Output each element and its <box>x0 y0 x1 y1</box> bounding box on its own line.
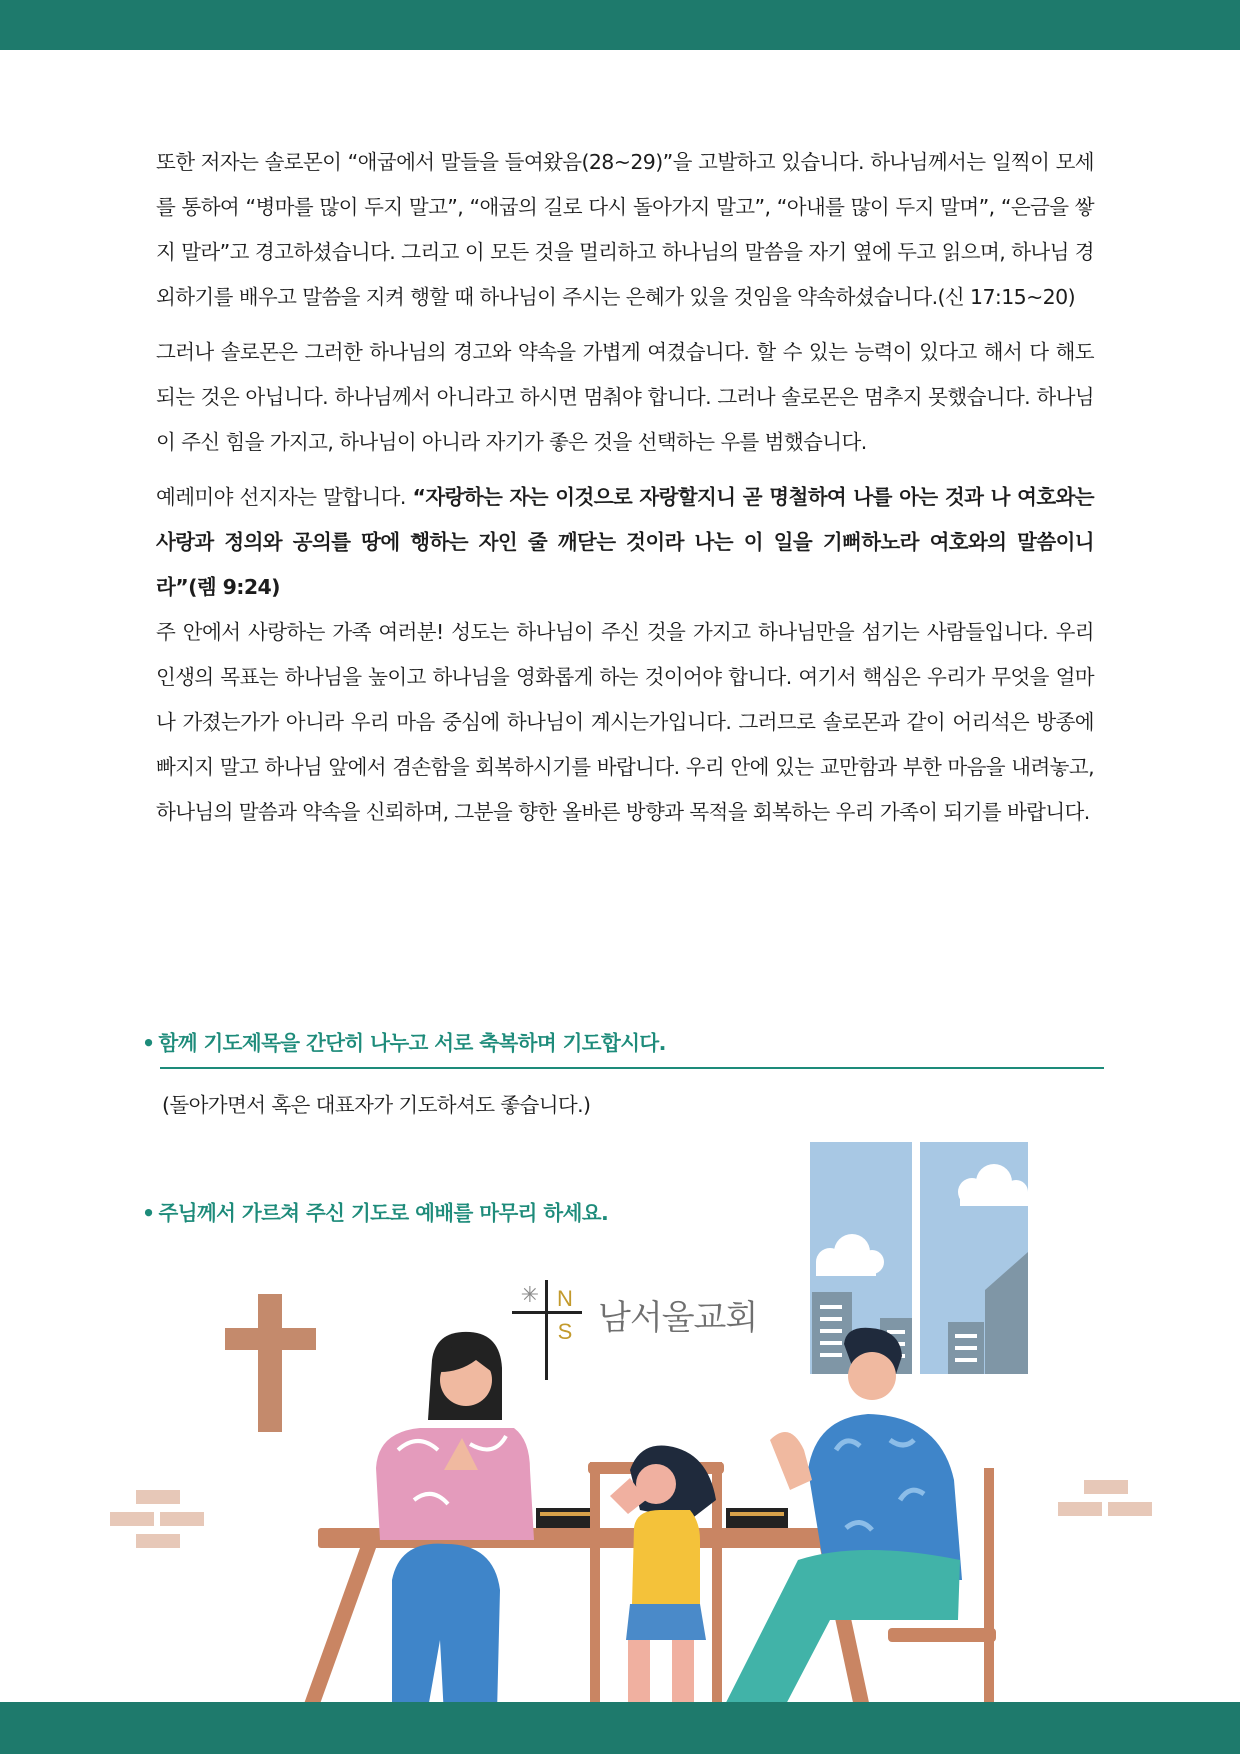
brick-wall-left <box>110 1490 204 1548</box>
church-name: 남서울교회 <box>598 1298 758 1338</box>
bullet-mark: • <box>142 1031 155 1055</box>
father-illustration <box>700 1328 962 1754</box>
paragraph-1: 또한 저자는 솔로몬이 “애굽에서 말들을 들여왔음(28~29)”을 고발하고 있습니다. 하나님께서는 일찍이 모세를 통하여 “병마를 많이 두지 말고”, “애굽의 길로 다시 돌아가지 말고”, “아내를 많이 두지 말며”, “은금을 쌓지 말라”고 경고하셨습니다. 그리고 이 모든 것을 멀리하고 하나님의 말씀을 자기 옆에 두고 읽으며, 하나님 경외하기를 배우고 말씀을 지켜 행할 때 하나님이 주시는 은혜가 있을 것임을 약속하셨습니다.(신 17:15~20) <box>156 150 1094 309</box>
brick-wall-right <box>1058 1480 1152 1516</box>
logo-letter-s: S <box>557 1319 573 1344</box>
prayer-heading <box>142 1026 666 1056</box>
scripture-quote: “자랑하는 자는 이것으로 자랑할지니 곧 명철하여 나를 아는 것과 나 여호와는 사랑과 정의와 공의를 땅에 행하는 자인 줄 깨닫는 것이라 나는 이 일을 기뻐하노라 여호와의 말씀이니라”(렘 9:24) <box>156 485 1094 599</box>
paragraph-4: 주 안에서 사랑하는 가족 여러분! 성도는 하나님이 주신 것을 가지고 하나님만을 섬기는 사람들입니다. 우리 인생의 목표는 하나님을 높이고 하나님을 영화롭게 하는 것이어야 합니다. 여기서 핵심은 우리가 무엇을 얼마나 가졌는가가 아니라 우리 마음 중심에 하나님이 계시는가입니다. 그러므로 솔로몬과 같이 어리석은 방종에 빠지지 말고 하나님 앞에서 겸손함을 회복하시기를 바랍니다. 우리 안에 있는 교만함과 부한 마음을 내려놓고, 하나님의 말씀과 약속을 신뢰하며, 그분을 향한 올바른 방향과 목적을 회복하는 우리 가족이 되기를 바랍니다. <box>156 620 1094 824</box>
church-logo-mark <box>512 1280 582 1380</box>
cross-illustration <box>225 1294 316 1432</box>
closing-heading <box>142 1196 608 1226</box>
prayer-divider <box>160 1067 1104 1069</box>
paragraph-3 <box>156 475 1094 610</box>
sermon-body <box>156 140 1094 845</box>
closing-heading-text: 주님께서 가르쳐 주신 기도로 예배를 마무리 하세요. <box>158 1201 609 1225</box>
mother-illustration <box>376 1332 534 1754</box>
top-band <box>0 0 1240 50</box>
svg-text:✳: ✳ <box>520 1283 540 1308</box>
paragraph-2: 그러나 솔로몬은 그러한 하나님의 경고와 약속을 가볍게 여겼습니다. 할 수 있는 능력이 있다고 해서 다 해도 되는 것은 아닙니다. 하나님께서 아니라고 하시면 멈춰야 합니다. 그러나 솔로몬은 멈추지 못했습니다. 하나님이 주신 힘을 가지고, 하나님이 아니라 자기가 좋은 것을 선택하는 우를 범했습니다. <box>156 340 1094 454</box>
books-illustration <box>536 1508 788 1528</box>
prayer-heading-text: 함께 기도제목을 간단히 나누고 서로 축복하며 기도합시다. <box>158 1031 666 1055</box>
bullet-mark: • <box>142 1201 155 1225</box>
prayer-note: (돌아가면서 혹은 대표자가 기도하셔도 좋습니다.) <box>162 1093 591 1117</box>
logo-letter-n: N <box>557 1286 573 1311</box>
paragraph-3-lead: 예레미야 선지자는 말합니다. <box>156 485 413 509</box>
bottom-band <box>0 1702 1240 1754</box>
child-illustration <box>610 1446 716 1727</box>
window-illustration <box>810 1142 1028 1374</box>
